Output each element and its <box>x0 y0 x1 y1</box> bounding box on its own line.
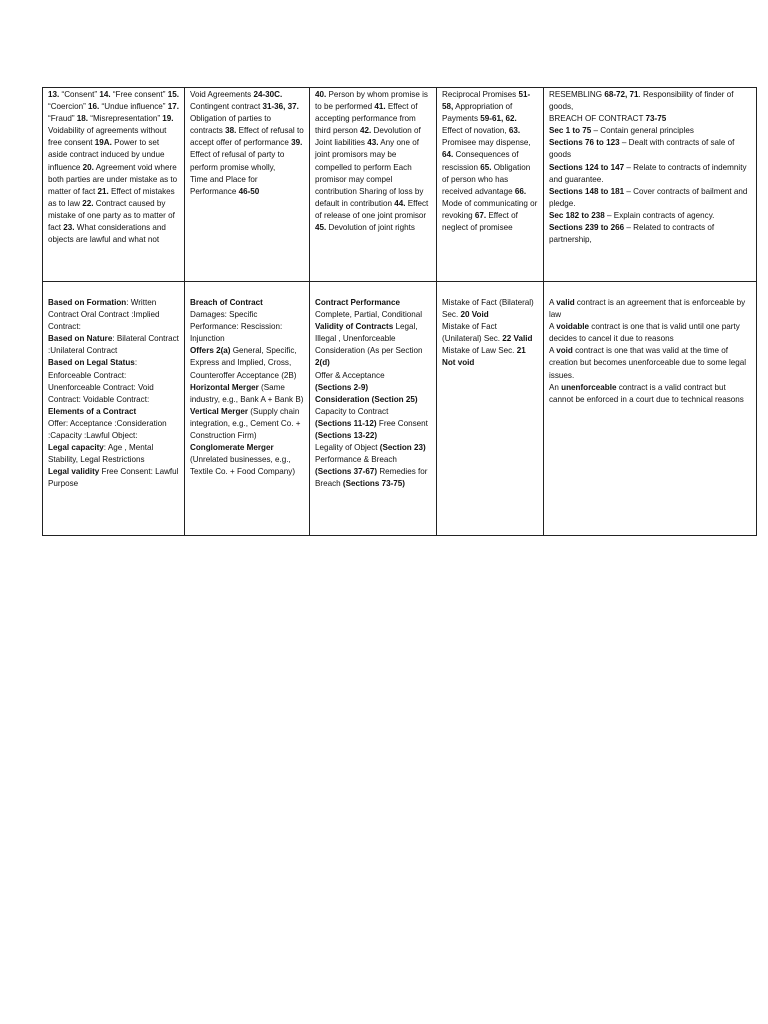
text-segment: Mistake of Fact (Unilateral) Sec. <box>442 322 503 344</box>
text-segment: Mistake of Law Sec. <box>442 346 517 356</box>
bold-text-segment: 23. <box>63 223 75 233</box>
cell-contract-definitions <box>544 282 757 536</box>
text-segment: Complete, Partial, Conditional <box>315 310 423 320</box>
text-segment: Mistake of Fact (Bilateral) Sec. <box>442 298 534 320</box>
text-segment: : Written Contract Oral Contract :Implied Contract: <box>48 298 160 332</box>
text-segment: – Contain general principles <box>591 126 694 136</box>
bold-text-segment: 67. <box>474 210 487 220</box>
bold-text-segment: unenforceable <box>561 382 617 392</box>
text-segment: “Fraud” <box>48 114 77 124</box>
bold-text-segment: (Sections 73-75) <box>342 479 405 489</box>
text-segment: Effect of neglect of promisee <box>442 210 518 233</box>
bold-text-segment: 68-72, 71 <box>604 90 639 99</box>
bold-text-segment: Sec 182 to 238 <box>549 210 605 220</box>
text-segment: . Responsibility of finder of goods, <box>549 90 734 112</box>
bold-text-segment: Sections 76 to 123 <box>549 138 620 148</box>
text-segment: Free Consent: Lawful Purpose <box>48 467 179 489</box>
text-segment: contract is one that is valid until one party decides to cancel it due to reasons <box>549 322 740 344</box>
bold-text-segment: 64. <box>442 150 454 160</box>
bold-text-segment: Conglomerate Merger <box>190 443 274 453</box>
bold-text-segment: 65. <box>480 162 492 172</box>
text-segment: – Relate to contracts of indemnity and guarantee. <box>549 162 747 184</box>
text-segment: – Dealt with contracts of sale of goods <box>549 138 735 160</box>
text-segment: Effect of refusal to accept offer of performance <box>190 126 304 148</box>
text-segment: Devolution of Joint liabilities <box>315 126 421 148</box>
cell-reciprocal-promises <box>437 88 544 282</box>
text-segment: Offer & Acceptance <box>315 370 385 380</box>
text-segment: Consequences of rescission <box>442 150 519 172</box>
bold-text-segment: 46-50 <box>238 186 260 196</box>
text-segment: – Explain contracts of agency. <box>604 210 715 220</box>
text-segment: Devolution of joint rights <box>326 223 415 233</box>
text-segment: Performance & Breach <box>315 455 397 465</box>
text-segment: General, Specific, Express and Implied, Cross, Counteroffer Acceptance (2B) <box>190 346 297 380</box>
text-segment: “Undue influence” <box>99 102 168 112</box>
bold-text-segment: 41. <box>374 102 386 112</box>
bold-text-segment: Consideration (Section 25) <box>315 394 418 404</box>
bold-text-segment: Validity of Contracts <box>315 322 394 332</box>
table-row-sections <box>43 88 757 282</box>
bold-text-segment: 44. <box>394 198 406 208</box>
text-segment: Power to set aside contract induced by undue influence <box>48 138 165 172</box>
text-segment: Damages: Specific Performance: Rescission: Injunction <box>190 310 283 344</box>
bold-text-segment: (Sections 2-9) <box>315 382 369 392</box>
bold-text-segment: 17. <box>167 102 179 112</box>
text-segment: Obligation of parties to contracts <box>190 114 271 136</box>
bold-text-segment: 51-58, <box>442 90 531 112</box>
text-segment: (Same industry, e.g., Bank A + Bank B) <box>190 382 304 404</box>
text-segment: Effect of release of one joint promisor <box>315 198 429 220</box>
text-segment: What considerations and objects are lawful and what not <box>48 223 166 245</box>
text-segment: Offer: Acceptance :Consideration :Capacity :Lawful Object: <box>48 418 167 441</box>
text-segment: Mode of communicating or revoking <box>442 198 538 220</box>
cell-contract-performance <box>310 282 437 536</box>
text-segment: “Misrepresentation” <box>88 114 163 124</box>
bold-text-segment: Legal capacity <box>48 443 104 453</box>
bold-text-segment: Legal validity <box>48 467 100 477</box>
text-segment: “Free consent” <box>110 90 168 99</box>
text-segment: A <box>549 346 557 356</box>
cell-performance-sections <box>310 88 437 282</box>
notes-table <box>42 87 757 536</box>
bold-text-segment: Elements of a Contract <box>48 406 137 416</box>
bold-text-segment: 24-30C. <box>253 90 283 99</box>
text-segment: Effect of novation, <box>442 126 509 136</box>
bold-text-segment: 13. <box>48 90 60 99</box>
bold-text-segment: 16. <box>88 102 100 112</box>
text-segment: contract is an agreement that is enforceable by law <box>549 298 746 320</box>
text-segment: Enforceable Contract: Unenforceable Contract: Void Contract: Voidable Contract: <box>48 370 154 404</box>
text-segment: Appropriation of Payments <box>442 102 513 124</box>
bold-text-segment: 39. <box>291 138 303 148</box>
bold-text-segment: 40. <box>315 90 327 99</box>
bold-text-segment: Sections 239 to 266 <box>549 223 625 233</box>
text-segment: : <box>134 358 138 368</box>
bold-text-segment: void <box>556 346 573 356</box>
text-segment: RESEMBLING <box>549 90 605 99</box>
text-segment: Obligation of person who has received advantage <box>442 162 531 196</box>
bold-text-segment: Contract Performance <box>315 298 401 307</box>
bold-text-segment: (Sections 11-12) <box>315 418 377 428</box>
bold-text-segment: 45. <box>315 223 327 233</box>
bold-text-segment: 22. <box>82 198 94 208</box>
cell-void-agreements <box>185 88 310 282</box>
text-segment: “Coercion” <box>48 102 89 112</box>
bold-text-segment: 21 Not void <box>442 346 526 368</box>
bold-text-segment: Based on Nature <box>48 334 113 344</box>
bold-text-segment: (Sections 37-67) <box>315 467 378 477</box>
bold-text-segment: 31-36, 37. <box>262 102 299 112</box>
bold-text-segment: Sections 148 to 181 <box>549 186 625 196</box>
text-segment: Contingent contract <box>190 102 263 112</box>
text-segment: contract is one that was valid at the time of creation but becomes unenforceable due to some legal issues. <box>549 346 747 380</box>
text-segment: A <box>549 298 557 307</box>
bold-text-segment: 15. <box>167 90 179 99</box>
cell-contract-classification <box>43 282 185 536</box>
bold-text-segment: voidable <box>556 322 590 332</box>
bold-text-segment: 14. <box>99 90 111 99</box>
text-segment: Effect of accepting performance from third person <box>315 102 418 136</box>
bold-text-segment: 38. <box>225 126 237 136</box>
text-segment: Time and Place for Performance <box>190 174 258 196</box>
bold-text-segment: 20 Void <box>460 310 489 320</box>
cell-act-structure <box>544 88 757 282</box>
cell-breach-and-mergers <box>185 282 310 536</box>
bold-text-segment: 22 Valid <box>502 334 533 344</box>
text-segment: Contract caused by mistake of one party as to matter of fact <box>48 198 175 233</box>
bold-text-segment: (Sections 13-22) <box>315 431 378 441</box>
bold-text-segment: 63. <box>508 126 521 136</box>
cell-consent-sections <box>43 88 185 282</box>
text-segment: – Related to contracts of partnership, <box>549 223 715 245</box>
text-segment: (Unrelated businesses, e.g., Textile Co. + Food Company) <box>190 455 296 477</box>
bold-text-segment: Offers 2(a) <box>190 346 231 356</box>
table-row-concepts <box>43 282 757 536</box>
text-segment: Person by whom promise is to be performed <box>315 90 428 112</box>
bold-text-segment: 2(d) <box>315 358 330 368</box>
bold-text-segment: Vertical Merger <box>190 406 249 416</box>
text-segment: Capacity to Contract <box>315 406 389 416</box>
bold-text-segment: 19A. <box>94 138 112 148</box>
text-segment: An <box>549 382 562 392</box>
text-segment: (Supply chain integration, e.g., Cement Co. + Construction Firm) <box>190 406 301 441</box>
text-segment: Legality of Object <box>315 443 380 453</box>
bold-text-segment: Horizontal Merger <box>190 382 259 392</box>
text-segment: Agreement void where both parties are under mistake as to matter of fact <box>48 162 178 196</box>
text-segment: “Consent” <box>59 90 100 99</box>
bold-text-segment: 59-61, 62. <box>480 114 517 124</box>
bold-text-segment: (Section 23) <box>379 443 426 453</box>
text-segment: : Bilateral Contract :Unilateral Contract <box>48 334 179 356</box>
bold-text-segment: 42. <box>360 126 372 136</box>
text-segment: Voidability of agreements without free consent <box>48 126 167 148</box>
bold-text-segment: Based on Legal Status <box>48 358 135 368</box>
text-segment: Free Consent <box>376 418 428 428</box>
bold-text-segment: Breach of Contract <box>190 298 263 307</box>
bold-text-segment: 19. <box>162 114 174 124</box>
text-segment: Effect of mistakes as to law <box>48 186 175 208</box>
text-segment: A <box>549 322 557 332</box>
bold-text-segment: 66. <box>514 186 527 196</box>
bold-text-segment: valid <box>556 298 575 307</box>
text-segment: : Age , Mental Stability, Legal Restrictions <box>48 443 154 465</box>
bold-text-segment: 43. <box>367 138 379 148</box>
text-segment: Remedies for Breach <box>315 467 428 489</box>
text-segment: Any one of joint promisors may be compelled to perform Each promisor may compel contribution Sharing of loss by default in contribution <box>315 138 424 208</box>
text-segment: Reciprocal Promises <box>442 90 519 99</box>
bold-text-segment: Based on Formation <box>48 298 127 307</box>
bold-text-segment: 21. <box>97 186 109 196</box>
text-segment: BREACH OF CONTRACT <box>549 114 646 124</box>
bold-text-segment: 73-75 <box>645 114 667 124</box>
text-segment: contract is a valid contract but cannot be enforced in a court due to technical reasons <box>549 382 744 404</box>
bold-text-segment: 20. <box>82 162 94 172</box>
bold-text-segment: Sections 124 to 147 <box>549 162 625 172</box>
text-segment: – Cover contracts of bailment and pledge. <box>549 186 748 208</box>
text-segment: Effect of refusal of party to perform promise wholly, <box>190 150 285 172</box>
text-segment: Legal, Illegal , Unenforceable Consideration (As per Section <box>315 322 423 356</box>
text-segment: Promisee may dispense, <box>442 138 531 148</box>
text-segment: Void Agreements <box>190 90 254 99</box>
bold-text-segment: 18. <box>76 114 89 124</box>
bold-text-segment: Sec 1 to 75 <box>549 126 592 136</box>
cell-mistake-rules <box>437 282 544 536</box>
